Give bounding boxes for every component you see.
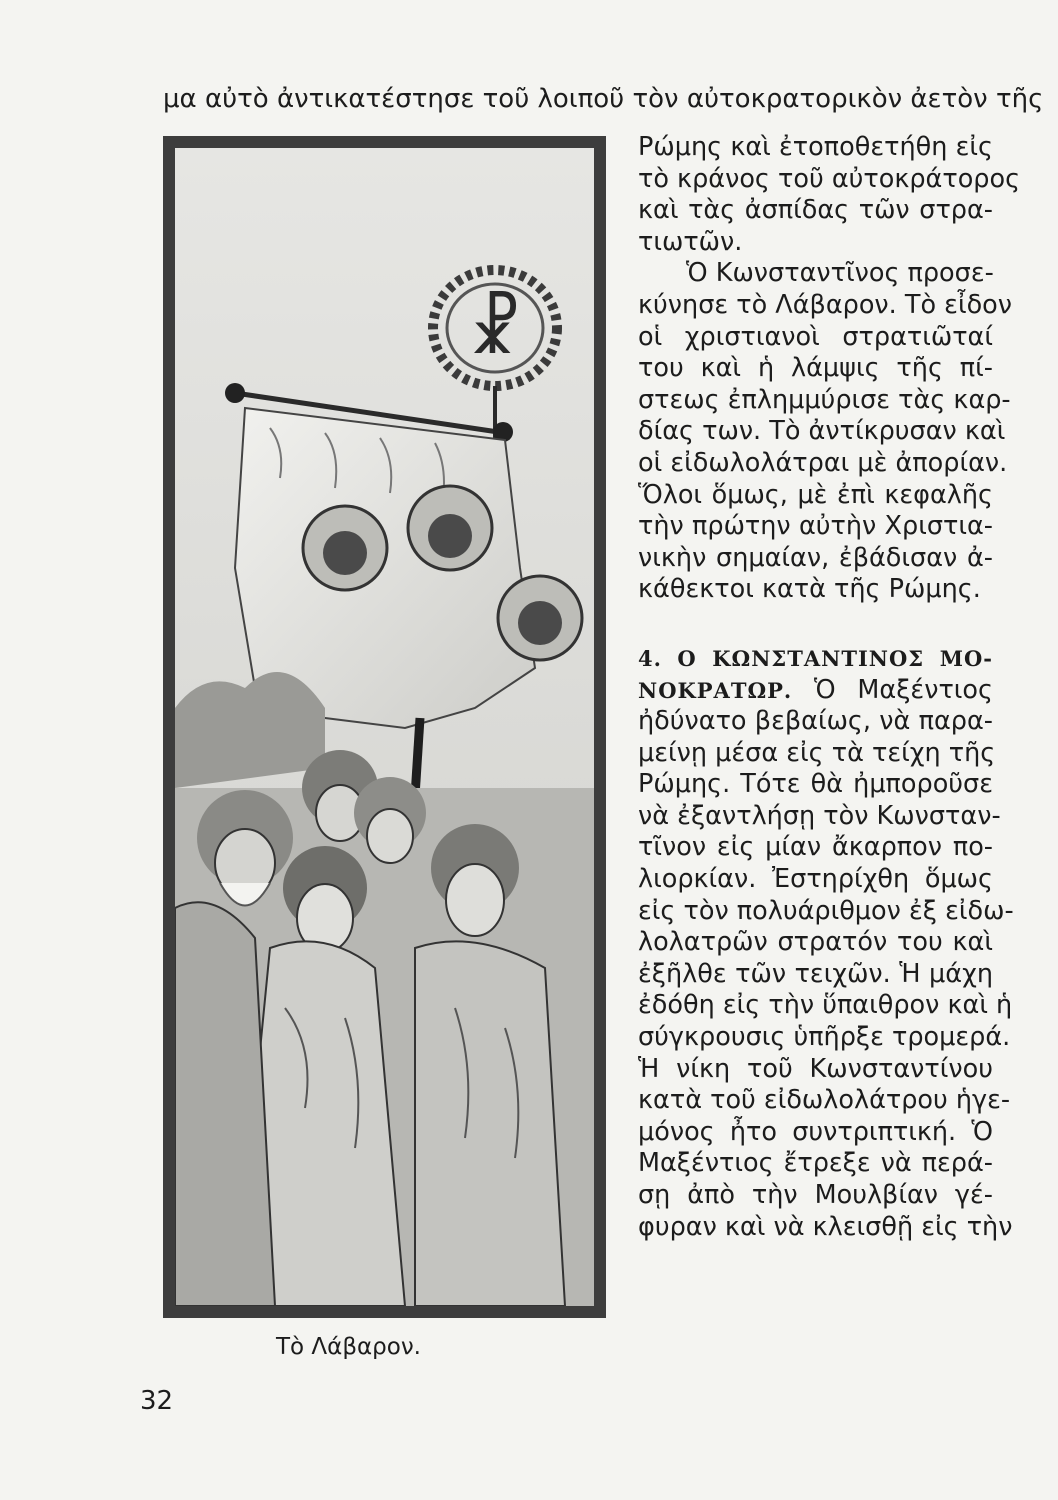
text-line: Μαξέντιος ἔτρεξε νὰ περά- — [638, 1148, 993, 1179]
text-line: στεως ἐπλημμύρισε τὰς καρ- — [638, 384, 1011, 415]
section-number: 4. — [638, 645, 662, 671]
text-line: κάθεκτοι κατὰ τῆς Ρώμης. — [638, 574, 981, 605]
text-line: λολατρῶν στρατόν του καὶ — [638, 927, 993, 958]
text-line: δίας των. Τὸ ἀντίκρυσαν καὶ — [638, 416, 1006, 447]
text-line: σύγκρουσις ὑπῆρξε τρομερά. — [638, 1022, 1011, 1053]
text-line: του καὶ ἡ λάμψις τῆς πί- — [638, 353, 993, 384]
text-line: τὴν πρώτην αὐτὴν Χριστια- — [638, 511, 993, 542]
text-line: ἠδύνατο βεβαίως, νὰ παρα- — [638, 706, 993, 737]
text-line: νικὴν σημαίαν, ἐβάδισαν ἀ- — [638, 542, 993, 573]
text-line: κύνησε τὸ Λάβαρον. Τὸ εἶδον — [638, 289, 1013, 320]
text-line: Ρώμης καὶ ἐτοποθετήθη εἰς — [638, 132, 993, 162]
text-line: φυραν καὶ νὰ κλεισθῇ εἰς τὴν — [638, 1211, 1013, 1242]
text-line: τὸ κράνος τοῦ αὐτοκράτορος — [638, 163, 1021, 194]
text-column — [638, 132, 1021, 1243]
illustration-frame — [163, 136, 606, 1318]
section-heading-line — [638, 643, 993, 675]
chi-rho-monogram: ☧ — [468, 291, 522, 370]
text-line: τιωτῶν. — [638, 226, 743, 257]
text-line: Ἡ νίκη τοῦ Κωνσταντίνου — [638, 1053, 993, 1084]
text-line: Ὅλοι ὅμως, μὲ ἐπὶ κεφαλῆς — [638, 479, 993, 510]
text-line: οἱ χριστιανοὶ στρατιῶταί — [638, 321, 993, 352]
crossbar-knob — [225, 383, 245, 403]
top-text-line: μα αὐτὸ ἀντικατέστησε τοῦ λοιποῦ τὸν αὐτοκρατορικὸν ἀετὸν τῆς — [163, 84, 1044, 114]
text-line: καὶ τὰς ἀσπίδας τῶν στρα- — [638, 195, 993, 226]
text-fragment: Ὁ Μαξέντιος — [814, 674, 994, 705]
text-line: τῖνον εἰς μίαν ἄκαρπον πο- — [638, 832, 993, 863]
section-title-continued: ΝΟΚΡΑΤΩΡ. — [638, 677, 793, 703]
text-line: Ρώμης. Τότε θὰ ἠμποροῦσε — [638, 769, 993, 800]
text-line: εἰς τὸν πολυάριθμον ἐξ εἰδω- — [638, 895, 1014, 926]
text-line: Ὁ Κωνσταντῖνος προσε- — [686, 258, 994, 289]
text-line: λιορκίαν. Ἐστηρίχθη ὅμως — [638, 864, 993, 895]
figure-caption: Τὸ Λάβαρον. — [276, 1334, 421, 1360]
text-line: μείνῃ μέσα εἰς τὰ τείχη τῆς — [638, 737, 996, 768]
text-line: σῃ ἀπὸ τὴν Μουλβίαν γέ- — [638, 1180, 993, 1210]
labarum-illustration — [163, 136, 606, 1318]
section-title: Ο ΚΩΝΣΤΑΝΤΙΝΟΣ ΜΟ- — [677, 645, 993, 671]
text-line: ἐξῆλθε τῶν τειχῶν. Ἡ μάχη — [638, 958, 993, 989]
crowd-of-soldiers — [175, 750, 594, 1306]
text-line: ἐδόθη εἰς τὴν ὕπαιθρον καὶ ἡ — [638, 990, 1013, 1021]
text-line: κατὰ τοῦ εἰδωλολάτρου ἡγε- — [638, 1085, 1011, 1116]
page-number: 32 — [140, 1386, 174, 1416]
text-line: οἱ εἰδωλολάτραι μὲ ἀπορίαν. — [638, 447, 1008, 478]
text-line: νὰ ἐξαντλήσῃ τὸν Κωνσταν- — [638, 800, 1001, 831]
section-heading-line — [638, 675, 993, 707]
labarum-painting — [175, 148, 594, 1306]
text-line: μόνος ἦτο συντριπτική. Ὁ — [638, 1116, 993, 1147]
